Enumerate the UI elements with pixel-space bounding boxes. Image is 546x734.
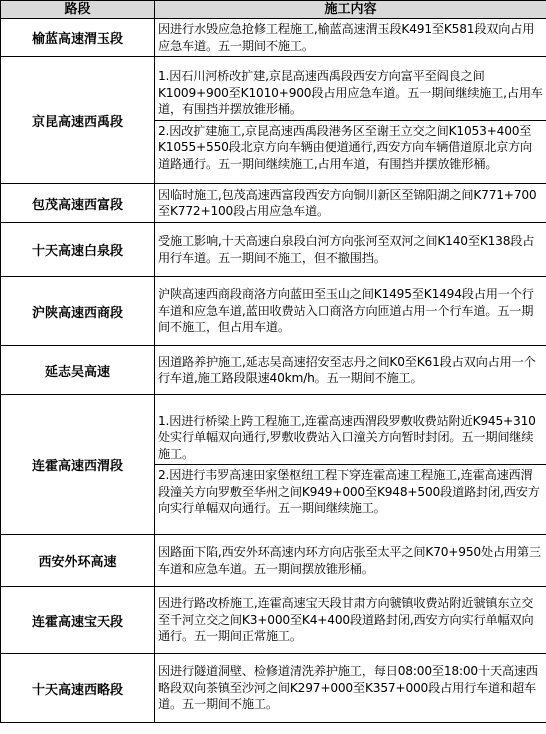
- content-paragraph: 1.因石川河桥改扩建,京昆高速西禹段西安方向富平至阎良之间K1009+900至K1010+900段占用应急车道。五一期间继续施工,占用车道，有围挡并摆放锥形桶。: [158, 69, 543, 116]
- road-name: 连霍高速西渭段: [1, 395, 155, 535]
- construction-content: [155, 223, 546, 277]
- road-name: 十天高速白泉段: [1, 223, 155, 277]
- construction-content: [155, 395, 546, 535]
- content-paragraph: 因路面下陷,西安外环高速内环方向店张至太平之间K70+950处占用第三车道和应急车道。五一期间摆放锥形桶。: [158, 545, 541, 576]
- construction-content: [155, 57, 546, 184]
- table-header-row: [1, 1, 546, 19]
- table-row: [1, 19, 546, 57]
- construction-content: [155, 346, 546, 395]
- road-name: 京昆高速西禹段: [1, 57, 155, 184]
- table-row: [1, 184, 546, 223]
- construction-content: [155, 277, 546, 346]
- road-name: 包茂高速西富段: [1, 184, 155, 223]
- content-paragraph: 2.因进行韦罗高速田家堡枢纽工程下穿连霍高速工程施工,连霍高速西渭段潼关方向罗敷至华州之间K949+000至K948+500段道路封闭,西安方向实行单幅双向通行。五一期间继续施工。: [155, 464, 546, 517]
- header-road: 路段: [1, 1, 155, 19]
- content-paragraph: 因道路养护施工,延志吴高速招安至志丹之间K0至K61段占双向占用一个行车道,施工路段限速40km/h。五一期间不施工。: [158, 354, 536, 385]
- content-paragraph: 因进行路改桥施工,连霍高速宝天段甘肃方向虢镇收费站附近虢镇东立交至千河立交之间K3+000至K4+400段道路封闭,西安方向实行单幅双向通行。五一期间正常施工。: [158, 596, 534, 644]
- road-name: 十天高速西略段: [1, 654, 155, 723]
- content-paragraph: 因进行水毁应急抢修工程施工,榆蓝高速渭玉段K491至K581段双向占用应急车道。五一期间不施工。: [158, 22, 535, 53]
- construction-content: [155, 587, 546, 654]
- road-name: 西安外环高速: [1, 535, 155, 587]
- table-row: [1, 535, 546, 587]
- table-row: [1, 223, 546, 277]
- table-row: [1, 395, 546, 535]
- content-paragraph: 1.因进行桥梁上跨工程施工,连霍高速西渭段罗敷收费站附近K945+310处实行单幅双向通行,罗敷收费站入口潼关方向暂时封闭。五一期间继续施工。: [158, 413, 536, 461]
- table-row: [1, 346, 546, 395]
- table-row: [1, 57, 546, 184]
- table-row: [1, 587, 546, 654]
- road-name: 榆蓝高速渭玉段: [1, 19, 155, 57]
- construction-content: [155, 535, 546, 587]
- header-content: 施工内容: [155, 1, 546, 19]
- road-name: 连霍高速宝天段: [1, 587, 155, 654]
- content-paragraph: 因临时施工,包茂高速西富段西安方向铜川新区至锦阳湖之间K771+700至K772+100段占用应急车道。: [158, 187, 537, 218]
- construction-content: [155, 184, 546, 223]
- content-paragraph: 受施工影响,十天高速白泉段白河方向张河至双河之间K140至K138段占用行车道。五一期间不施工，但不撤围挡。: [158, 234, 535, 265]
- table-row: [1, 654, 546, 723]
- content-paragraph: 2.因改扩建施工,京昆高速西禹段港务区至谢王立交之间K1053+400至K1055+550段北京方向车辆由便道通行,西安方向车辆借道原北京方向道路通行。五一期间继续施工,占用车道，有围挡并摆放锥形桶。: [155, 120, 546, 173]
- road-name: 延志吴高速: [1, 346, 155, 395]
- road-name: 沪陕高速西商段: [1, 277, 155, 346]
- construction-content: [155, 19, 546, 57]
- content-paragraph: 因进行隧道洞壁、检修道清洗养护施工，每日08:00至18:00十天高速西略段双向茶镇至沙河之间K297+000至K357+000段占用行车道和超车道。五一期间不施工。: [158, 664, 538, 712]
- table-row: [1, 277, 546, 346]
- construction-content: [155, 654, 546, 723]
- content-paragraph: 沪陕高速西商段商洛方向蓝田至玉山之间K1495至K1494段占用一个行车道和应急车道,蓝田收费站入口商洛方向匝道占用一个行车道。五一期间不施工，但占用车道。: [158, 287, 534, 335]
